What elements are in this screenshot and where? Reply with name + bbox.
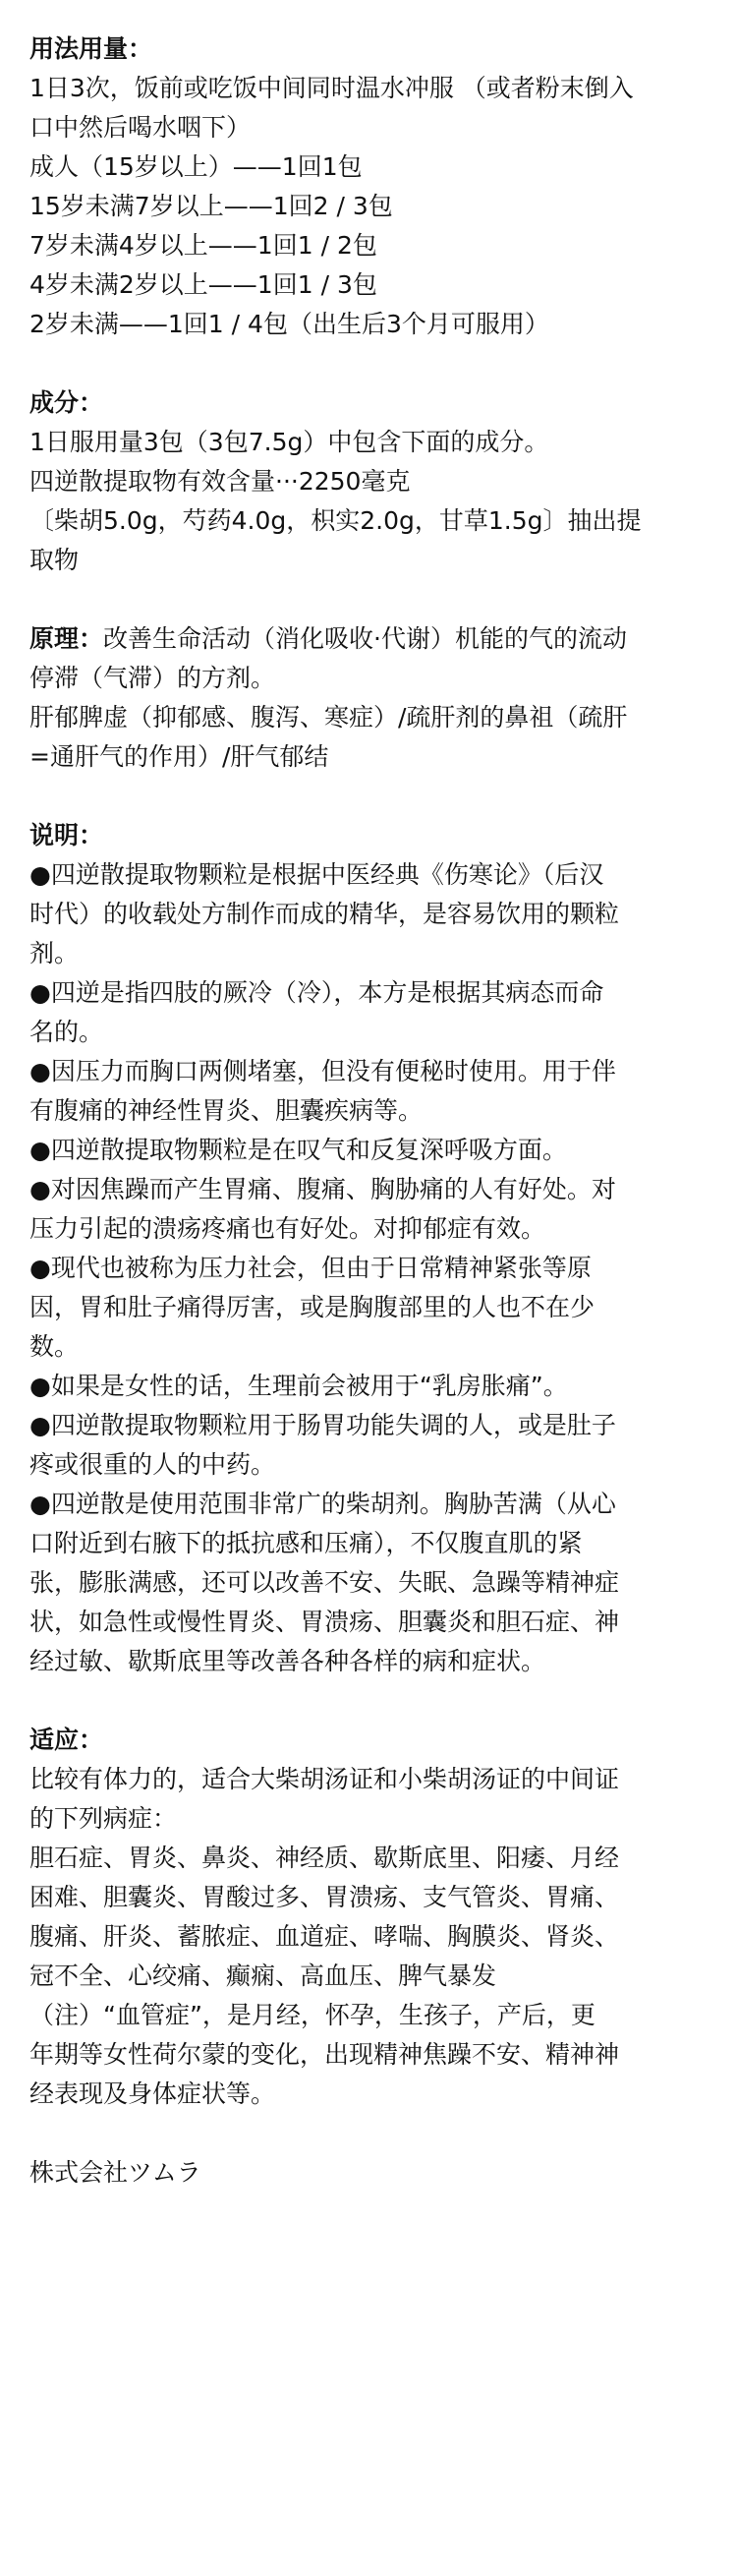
dosage-line: 1日3次，饭前或吃饭中间同时温水冲服 （或者粉末倒入 — [29, 74, 634, 102]
indications-line: 的下列病症： — [29, 1804, 178, 1833]
indications-line: 困难、胆囊炎、胃酸过多、胃溃疡、支气管炎、胃痛、 — [29, 1883, 620, 1911]
description-heading: 说明： — [29, 821, 104, 849]
ingredients-section — [29, 383, 709, 580]
description-line: 疼或很重的人的中药。 — [29, 1450, 276, 1479]
indications-line: 年期等女性荷尔蒙的变化，出现精神焦躁不安、精神神 — [29, 2040, 620, 2069]
company-name: 株式会社ツムラ — [29, 2158, 201, 2187]
description-line: 口附近到右腋下的抵抗感和压痛），不仅腹直肌的紧 — [29, 1529, 583, 1557]
description-line: ●现代也被称为压力社会，但由于日常精神紧张等原 — [29, 1254, 592, 1282]
section-spacer — [29, 580, 709, 619]
dosage-line: 成人（15岁以上）——1回1包 — [29, 152, 363, 181]
ingredients-line: 四逆散提取物有效含量···2250毫克 — [29, 467, 411, 496]
dosage-line: 7岁未满4岁以上——1回1 / 2包 — [29, 231, 377, 260]
principle-line: 肝郁脾虚（抑郁感、腹泻、寒症）/疏肝剂的鼻祖（疏肝 — [29, 703, 628, 732]
dosage-line: 15岁未满7岁以上——1回2 / 3包 — [29, 192, 393, 220]
description-line: ●四逆散提取物颗粒用于肠胃功能失调的人，或是肚子 — [29, 1411, 616, 1439]
principle-line: =通肝气的作用）/肝气郁结 — [29, 742, 329, 771]
dosage-heading: 用法用量： — [29, 34, 153, 63]
description-line: 压力引起的溃疡疼痛也有好处。对抑郁症有效。 — [29, 1214, 546, 1243]
indications-line: （注）“血管症”，是月经，怀孕，生孩子，产后，更 — [29, 2001, 595, 2029]
description-line: 状，如急性或慢性胃炎、胃溃疡、胆囊炎和胆石症、神 — [29, 1608, 620, 1636]
ingredients-heading: 成分： — [29, 388, 104, 417]
indications-line: 冠不全、心绞痛、癫痫、高血压、脾气暴发 — [29, 1961, 497, 1990]
description-line: 张，膨胀满感，还可以改善不安、失眠、急躁等精神症 — [29, 1568, 620, 1597]
description-line: ●四逆散提取物颗粒是根据中医经典《伤寒论》（后汉 — [29, 860, 604, 889]
section-spacer — [29, 1681, 709, 1721]
indications-line: 比较有体力的，适合大柴胡汤证和小柴胡汤证的中间证 — [29, 1765, 620, 1793]
ingredients-line: 〔柴胡5.0g，芍药4.0g，枳实2.0g，甘草1.5g〕抽出提 — [29, 506, 642, 535]
description-line: 名的。 — [29, 1018, 104, 1046]
principle-first-line — [29, 619, 709, 659]
dosage-section — [29, 29, 709, 344]
description-line: 时代）的收载处方制作而成的精华，是容易饮用的颗粒 — [29, 900, 620, 928]
description-line: ●四逆散是使用范围非常广的柴胡剂。胸胁苦满（从心 — [29, 1490, 616, 1518]
dosage-line: 口中然后喝水咽下） — [29, 113, 252, 142]
principle-line: 停滞（气滞）的方剂。 — [29, 664, 276, 692]
section-spacer — [29, 344, 709, 383]
description-line: 经过敏、歇斯底里等改善各种各样的病和症状。 — [29, 1647, 546, 1675]
description-line: ●四逆是指四肢的厥冷（冷），本方是根据其病态而命 — [29, 978, 604, 1007]
description-line: ●四逆散提取物颗粒是在叹气和反复深呼吸方面。 — [29, 1136, 567, 1164]
description-line: 剂。 — [29, 939, 80, 967]
principle-section — [29, 619, 709, 777]
indications-line: 胆石症、胃炎、鼻炎、神经质、歇斯底里、阳痿、月经 — [29, 1844, 620, 1872]
indications-line: 腹痛、肝炎、蓄脓症、血道症、哮喘、胸膜炎、肾炎、 — [29, 1922, 620, 1951]
description-line: 数。 — [29, 1332, 80, 1361]
description-line: ●因压力而胸口两侧堵塞，但没有便秘时使用。用于伴 — [29, 1057, 616, 1085]
description-line: 因，胃和肚子痛得厉害，或是胸腹部里的人也不在少 — [29, 1293, 595, 1321]
description-line: ●如果是女性的话，生理前会被用于“乳房胀痛”。 — [29, 1372, 568, 1400]
description-section — [29, 816, 709, 1681]
indications-line: 经表现及身体症状等。 — [29, 2079, 276, 2108]
description-line: 有腹痛的神经性胃炎、胆囊疾病等。 — [29, 1096, 424, 1125]
indications-heading: 适应： — [29, 1726, 104, 1754]
ingredients-line: 1日服用量3包（3包7.5g）中包含下面的成分。 — [29, 428, 549, 456]
dosage-line: 2岁未满——1回1 / 4包（出生后3个月可服用） — [29, 310, 549, 338]
section-spacer — [29, 2114, 709, 2153]
principle-heading: 原理： — [29, 624, 104, 653]
ingredients-line: 取物 — [29, 546, 80, 574]
section-spacer — [29, 777, 709, 816]
dosage-line: 4岁未满2岁以上——1回1 / 3包 — [29, 270, 377, 299]
indications-section — [29, 1721, 709, 2114]
principle-first-text: 改善生命活动（消化吸收·代谢）机能的气的流动 — [103, 624, 627, 653]
description-line: ●对因焦躁而产生胃痛、腹痛、胸胁痛的人有好处。对 — [29, 1175, 616, 1203]
